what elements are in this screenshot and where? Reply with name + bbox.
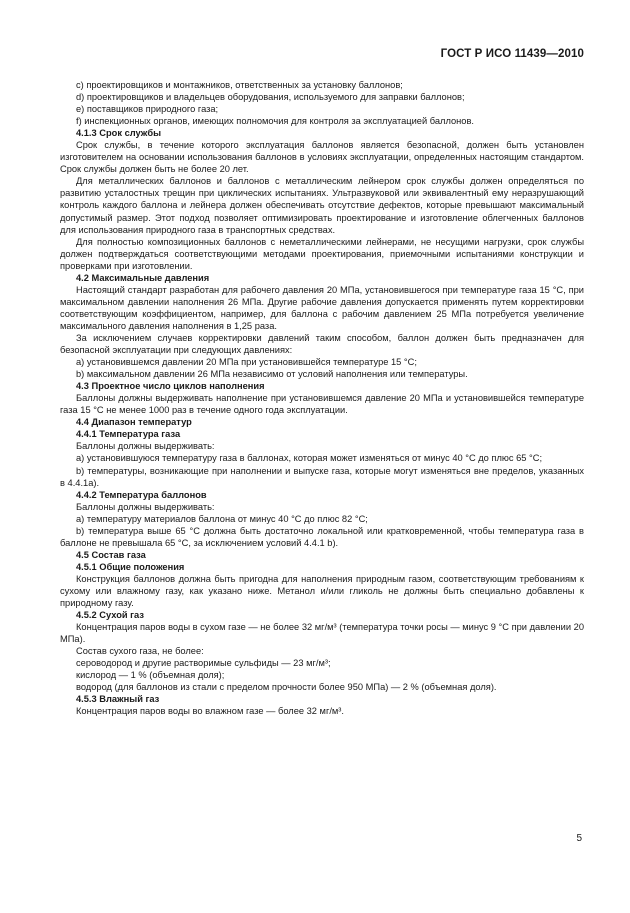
paragraph: водород (для баллонов из стали с пределом прочности более 950 МПа) — 2 % (объемная доля).: [76, 682, 497, 693]
paragraph: Баллоны должны выдерживать наполнение при установившемся давление 20 МПа и установившейся температуре газа 15 °С не менее 1000 раз в течение одного года эксплуатации.: [60, 393, 584, 416]
section-heading: 4.3 Проектное число циклов наполнения: [76, 381, 265, 392]
paragraph: b) температуры, возникающие при наполнении и выпуске газа, которые могут изменяться вне пределов, указанных в 4.4.1а).: [60, 465, 584, 488]
paragraph: c) проектировщиков и монтажников, ответственных за установку баллонов;: [76, 80, 403, 90]
paragraph: Баллоны должны выдерживать:: [76, 501, 215, 512]
paragraph: За исключением случаев корректировки давлений таким способом, баллон должен быть предназначен для безопасной эксплуатации при следующих давлениях:: [60, 332, 584, 356]
section-heading: 4.5.2 Сухой газ: [76, 610, 144, 621]
paragraph: a) установившемся давлении 20 МПа при установившейся температуре 15 °С;: [76, 357, 417, 368]
section-heading: 4.4 Диапазон температур: [76, 417, 192, 428]
paragraph: a) установившуюся температуру газа в баллонах, которая может изменяться от минус 40 °С до плюс 65 °С;: [76, 453, 543, 464]
paragraph: Для полностью композиционных баллонов с неметаллическими лейнерами, не несущими нагрузки, срок службы должен подтверждаться соответствующими методами проектирования, приемочными испытаниями конструкции и проверками при изготовлении.: [60, 236, 584, 271]
paragraph: Баллоны должны выдерживать:: [76, 441, 215, 452]
paragraph: Концентрация паров воды во влажном газе — более 32 мг/м³.: [76, 706, 344, 717]
paragraph: b) температура выше 65 °С должна быть достаточно локальной или кратковременной, чтобы температура газа в баллоне не превышала 65 °С, за исключением условий 4.4.1 b).: [60, 525, 584, 548]
document-header: ГОСТ Р ИСО 11439—2010: [440, 48, 584, 60]
section-heading: 4.4.1 Температура газа: [76, 429, 181, 440]
document-body: [60, 79, 584, 717]
page-number: 5: [576, 833, 582, 844]
paragraph: Конструкция баллонов должна быть пригодна для наполнения природным газом, соответствующим требованиям к сухому или влажному газу, как указано ниже. Метанол и/или гликоль не должны быть специально добавлены к природному газу.: [60, 573, 584, 609]
section-heading: 4.5.3 Влажный газ: [76, 694, 160, 705]
paragraph: f) инспекционных органов, имеющих полномочия для контроля за эксплуатацией баллонов.: [76, 116, 474, 127]
paragraph: e) поставщиков природного газа;: [76, 104, 219, 115]
paragraph: a) температуру материалов баллона от минус 40 °С до плюс 82 °С;: [76, 513, 368, 524]
paragraph: сероводород и другие растворимые сульфиды — 23 мг/м³;: [76, 658, 331, 669]
paragraph: Состав сухого газа, не более:: [76, 646, 204, 657]
section-heading: 4.5.1 Общие положения: [76, 561, 185, 572]
paragraph: b) максимальном давлении 26 МПа независимо от условий наполнения или температуры.: [76, 369, 468, 380]
paragraph: Концентрация паров воды в сухом газе — не более 32 мг/м³ (температура точки росы — минус 9 °С при давлении 20 МПа).: [60, 622, 584, 645]
paragraph: Для металлических баллонов и баллонов с металлическим лейнером срок службы должен определяться по развитию усталостных трещин при циклических испытаниях. Ультразвуковой или эквивалентный ему неразрушающий контроль каждого баллона и лейнера должен обеспечивать отсутствие дефектов, которые превышают максимальный допустимый размер. Этот подход позволяет оптимизировать проектирование и изготовление облегченных баллонов для использования природного газа в транспортных средствах.: [60, 176, 584, 235]
paragraph: Срок службы, в течение которого эксплуатация баллонов является безопасной, должен быть установлен изготовителем на основании использования баллонов в условиях эксплуатации, определенных настоящим стандартом. Срок службы должен быть не более 20 лет.: [60, 140, 584, 175]
paragraph: Настоящий стандарт разработан для рабочего давления 20 МПа, установившегося при температуре газа 15 °С, при максимальном давлении наполнения 26 МПа. Другие рабочие давления допускается применять путем корректировки соответствующим коэффициентом, например, для баллона с рабочим давлением 25 МПа потребуется увеличение максимального давления наполнения в 1,25 раза.: [60, 284, 584, 331]
paragraph: кислород — 1 % (объемная доля);: [76, 670, 225, 681]
section-heading: 4.4.2 Температура баллонов: [76, 489, 207, 500]
section-heading: 4.2 Максимальные давления: [76, 272, 210, 283]
paragraph: d) проектировщиков и владельцев оборудования, используемого для заправки баллонов;: [76, 92, 465, 103]
section-heading: 4.1.3 Срок службы: [76, 128, 162, 139]
section-heading: 4.5 Состав газа: [76, 549, 146, 560]
